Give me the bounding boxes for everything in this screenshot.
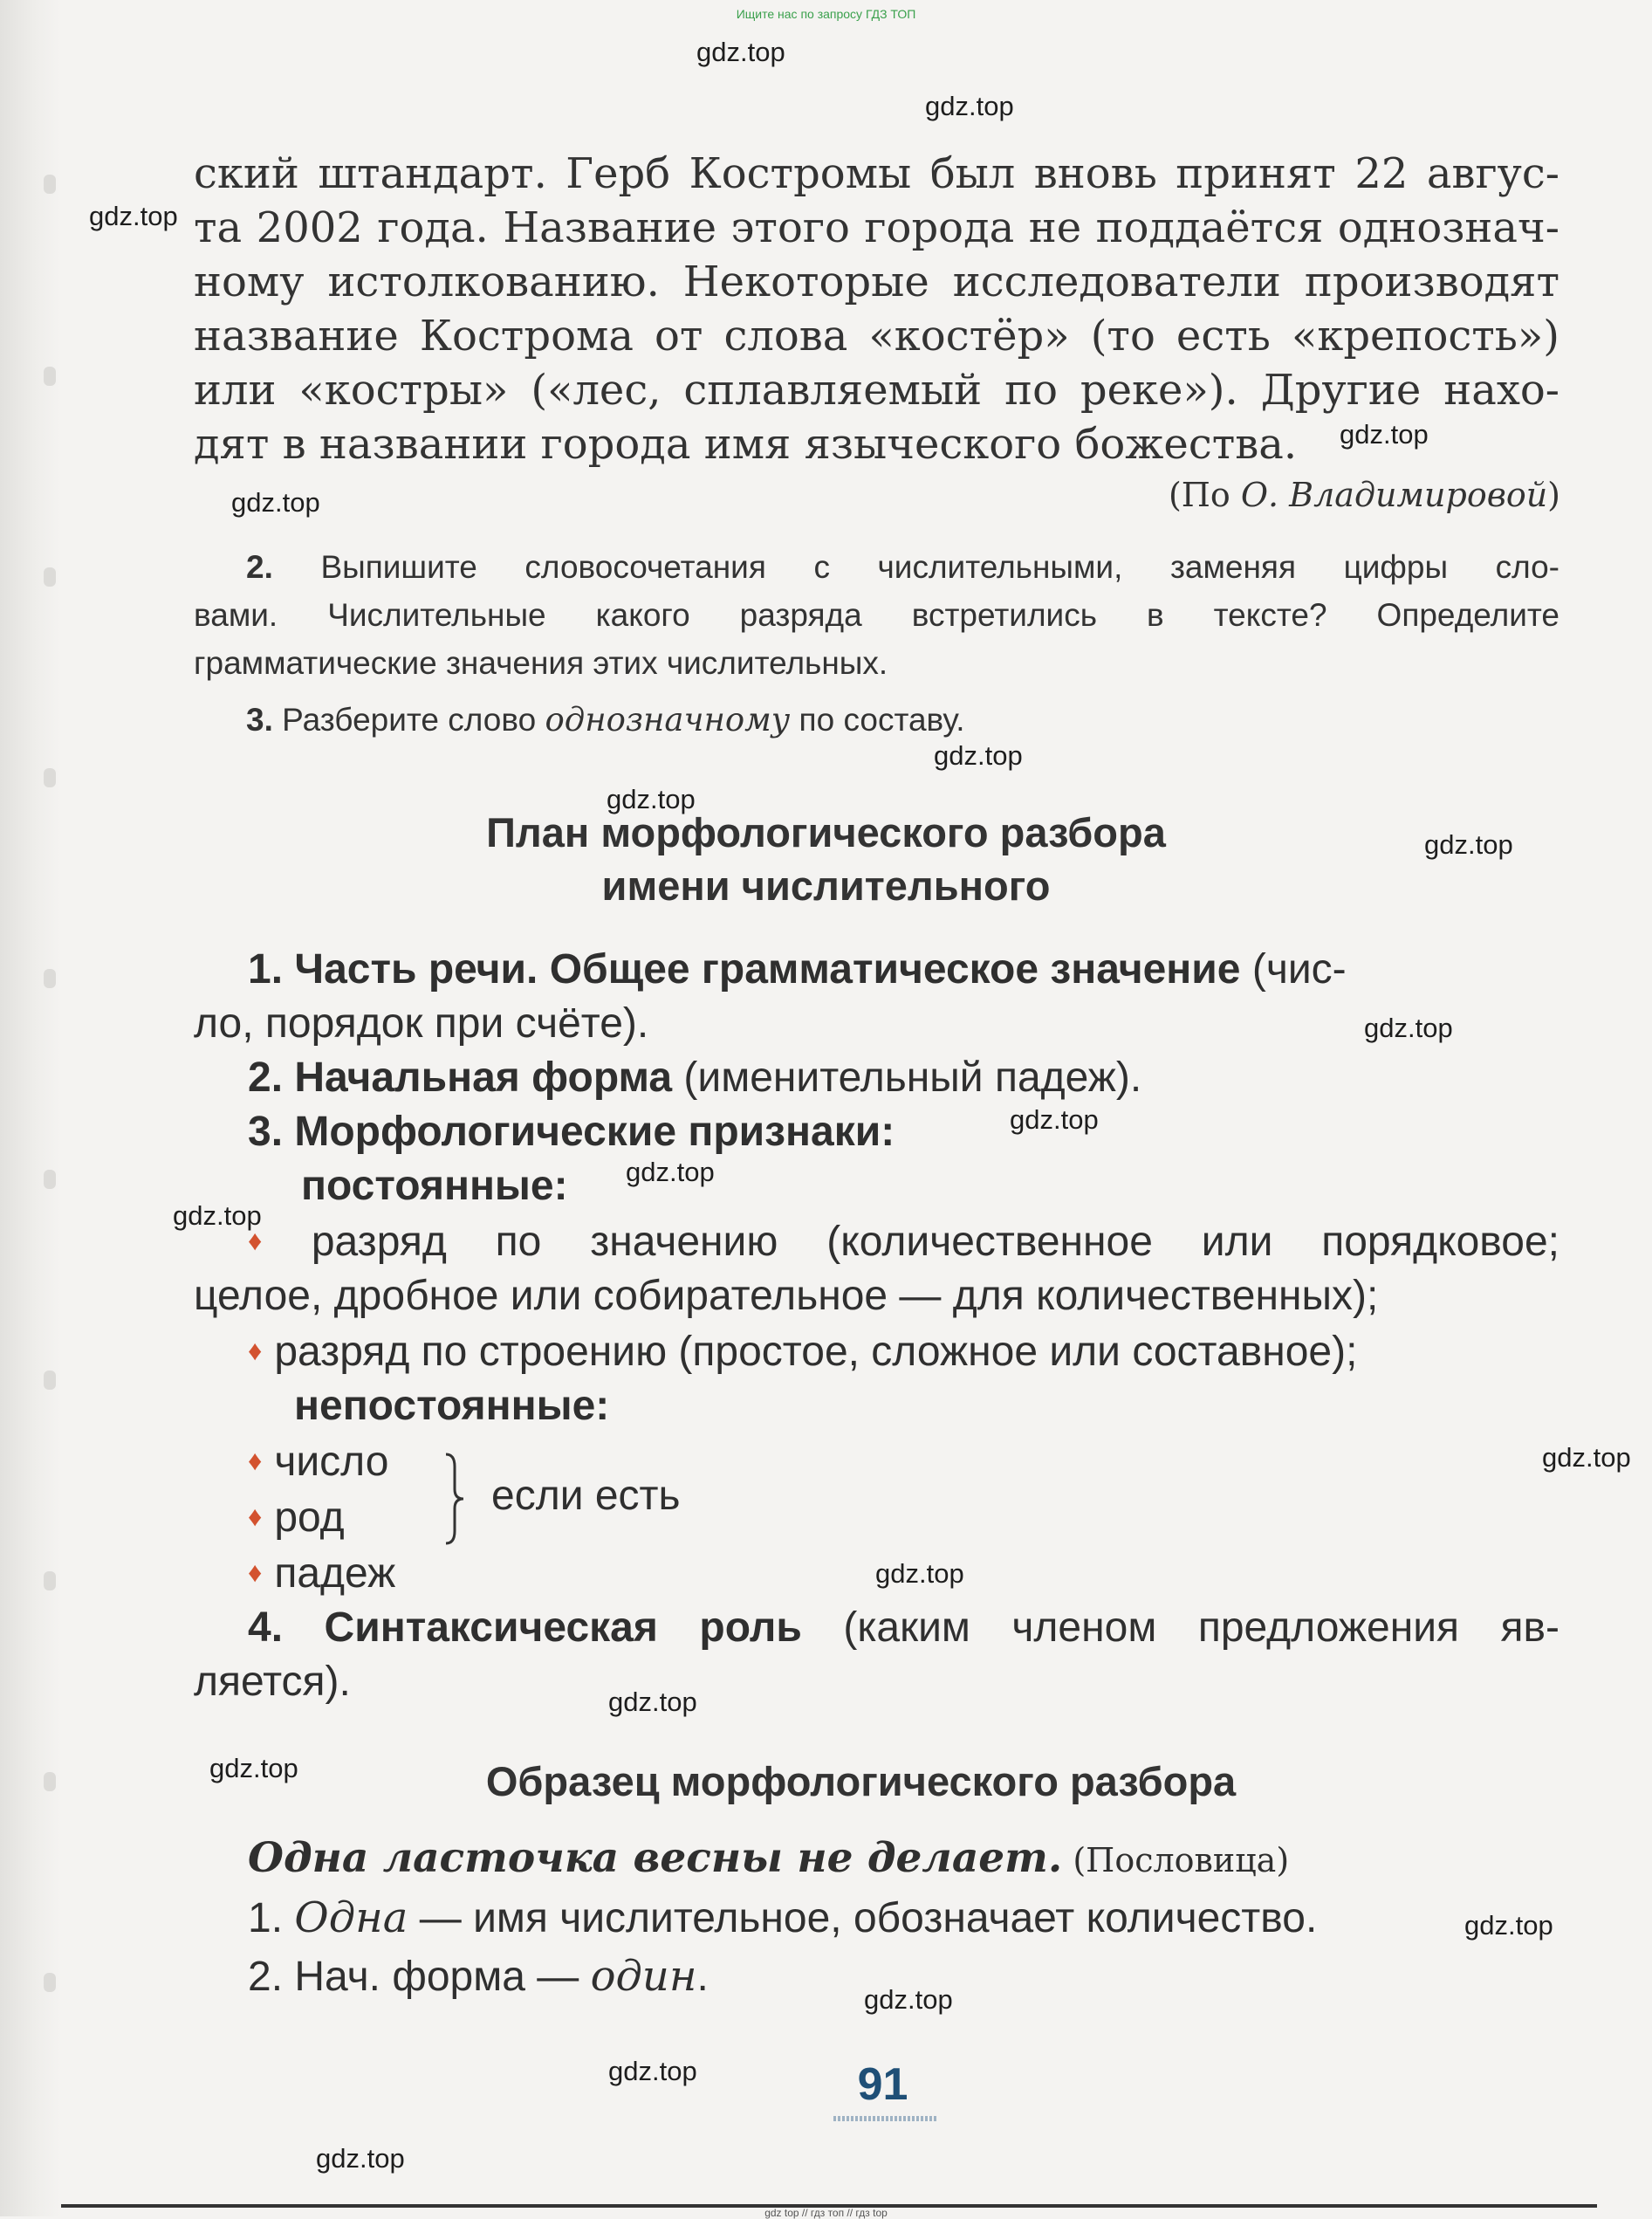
nonconstant-item-text: падеж xyxy=(274,1550,396,1597)
binding-hole xyxy=(44,367,56,386)
plan-item-title: 4. Синтаксическая роль xyxy=(248,1604,802,1651)
constant-item xyxy=(194,1323,1559,1379)
example-text: 2. Нач. форма — xyxy=(248,1954,591,2000)
watermark: gdz.top xyxy=(608,2056,697,2086)
bullet-diamond-icon: ♦ xyxy=(248,1225,299,1256)
text-paragraph xyxy=(194,147,1559,471)
task-number: 2. xyxy=(246,549,273,585)
sample-heading: Образец морфологического разбора xyxy=(485,1758,1237,1804)
task-line: грамматические значения этих числительных. xyxy=(194,645,888,681)
binding-hole xyxy=(44,1571,56,1590)
watermark: gdz.top xyxy=(89,201,178,231)
curly-brace-icon xyxy=(442,1451,467,1547)
task-line: вами. Числительные какого разряда встретились в тексте? Определите xyxy=(194,597,1559,633)
example-word: один xyxy=(590,1952,697,2001)
watermark: gdz.top xyxy=(696,37,785,67)
example-sentence-text: Одна ласточка весны не делает. xyxy=(248,1834,1063,1882)
plan-item-text: (именительный падеж). xyxy=(672,1055,1142,1101)
bullet-diamond-icon: ♦ xyxy=(248,1335,263,1366)
plan-item-text: (каким членом предложения яв- xyxy=(801,1604,1559,1651)
plan-list xyxy=(194,943,1559,1709)
binding-hole xyxy=(44,969,56,988)
task-text: Выпишите словосочетания с числительными, заменяя цифры сло- xyxy=(320,549,1560,585)
constant-label: постоянные: xyxy=(301,1163,568,1209)
watermark: gdz.top xyxy=(1464,1910,1553,1941)
plan-item-1 xyxy=(194,943,1559,997)
constant-item-text: разряд по значению (количественное или порядковое; xyxy=(311,1219,1559,1265)
task-line xyxy=(194,696,1559,744)
watermark: gdz.top xyxy=(1010,1104,1099,1135)
bullet-diamond-icon: ♦ xyxy=(248,1501,263,1532)
binding-hole xyxy=(44,1973,56,1992)
example-block xyxy=(194,1829,1559,2006)
watermark: gdz.top xyxy=(1542,1442,1631,1473)
task-2 xyxy=(194,543,1559,687)
watermark: gdz.top xyxy=(1364,1013,1453,1043)
example-word: Одна xyxy=(294,1893,408,1942)
plan-item-3: 3. Морфологические признаки: xyxy=(248,1109,895,1155)
example-line-1 xyxy=(194,1889,1559,1948)
example-source: (Пословица) xyxy=(1062,1841,1290,1879)
paragraph-line: название Кострома от слова «костёр» (то есть «крепость») xyxy=(194,312,1559,361)
watermark: gdz.top xyxy=(934,740,1023,771)
example-line-num: 1. xyxy=(248,1895,295,1941)
plan-heading xyxy=(0,806,1652,912)
bullet-diamond-icon: ♦ xyxy=(248,1445,263,1476)
watermark: gdz.top xyxy=(209,1753,298,1783)
plan-item-text: (чис- xyxy=(1240,946,1347,993)
example-text: . xyxy=(696,1954,709,2000)
example-line-2 xyxy=(194,1948,1559,2006)
example-text: — имя числительное, обозначает количество. xyxy=(408,1895,1318,1941)
watermark: gdz.top xyxy=(626,1157,715,1187)
attribution-author: О. Владимировой xyxy=(1240,476,1548,514)
watermark: gdz.top xyxy=(173,1200,262,1231)
binding-hole xyxy=(44,175,56,194)
page-number-underline xyxy=(833,2116,938,2121)
attribution-suffix: ) xyxy=(1547,476,1560,514)
watermark: gdz.top xyxy=(607,784,696,814)
plan-heading-line: План морфологического разбора xyxy=(486,809,1166,855)
plan-item-title: 2. Начальная форма xyxy=(248,1055,673,1101)
bottom-banner[interactable]: gdz top // гдз топ // гдз top xyxy=(764,2207,888,2219)
plan-item-4-cont: ляется). xyxy=(194,1659,351,1705)
attribution-prefix: (По xyxy=(1168,476,1241,514)
plan-heading-line: имени числительного xyxy=(601,862,1051,909)
plan-item-4 xyxy=(194,1601,1559,1655)
binding-hole xyxy=(44,567,56,587)
plan-item-1-cont: ло, порядок при счёте). xyxy=(194,1000,649,1047)
watermark: gdz.top xyxy=(1340,419,1429,450)
task-line xyxy=(194,543,1559,591)
task-text: по составу. xyxy=(790,702,965,738)
paragraph-line: ский штандарт. Герб Костромы был вновь принят 22 авгус- xyxy=(194,149,1559,198)
binding-hole xyxy=(44,768,56,787)
task-text: Разберите слово xyxy=(282,702,545,738)
nonconstant-item-text: род xyxy=(274,1494,345,1541)
plan-item-title: 1. Часть речи. Общее грамматическое значение xyxy=(248,946,1241,993)
task-number: 3. xyxy=(246,702,273,738)
nonconstant-item xyxy=(194,1489,1559,1545)
task-3 xyxy=(194,696,1559,744)
watermark: gdz.top xyxy=(316,2143,405,2174)
paragraph-line: ному истолкованию. Некоторые исследователи производят xyxy=(194,258,1559,306)
paragraph-line: или «костры» («лес, сплавляемый по реке»). Другие нахо- xyxy=(194,366,1559,415)
attribution xyxy=(1169,476,1560,514)
paragraph-line: та 2002 года. Название этого города не поддаётся однознач- xyxy=(194,203,1559,252)
nonconstant-item-text: число xyxy=(274,1439,389,1485)
paragraph-line: дят в названии города имя языческого божества. xyxy=(194,420,1298,469)
watermark: gdz.top xyxy=(875,1558,964,1589)
constant-item-cont: целое, дробное или собирательное — для количественных); xyxy=(194,1273,1379,1319)
constant-item xyxy=(194,1213,1559,1269)
example-sentence xyxy=(194,1829,1559,1889)
page-number: 91 xyxy=(857,2059,908,2110)
constant-item-text: разряд по строению (простое, сложное или составное); xyxy=(274,1329,1358,1375)
if-any-label: если есть xyxy=(491,1473,681,1519)
book-spine xyxy=(0,0,61,2216)
top-banner[interactable]: Ищите нас по запросу ГДЗ ТОП xyxy=(736,7,916,21)
nonconstant-label: непостоянные: xyxy=(294,1383,610,1429)
watermark: gdz.top xyxy=(1424,829,1513,860)
watermark: gdz.top xyxy=(608,1687,697,1717)
watermark: gdz.top xyxy=(925,91,1014,121)
binding-hole xyxy=(44,1371,56,1390)
watermark: gdz.top xyxy=(231,487,320,518)
binding-hole xyxy=(44,1170,56,1189)
nonconstant-item xyxy=(194,1545,1559,1601)
watermark: gdz.top xyxy=(864,1984,953,2015)
nonconstant-item xyxy=(194,1433,1559,1489)
bullet-diamond-icon: ♦ xyxy=(248,1556,263,1588)
plan-item-2 xyxy=(194,1051,1559,1105)
task-word: однозначному xyxy=(545,701,791,739)
